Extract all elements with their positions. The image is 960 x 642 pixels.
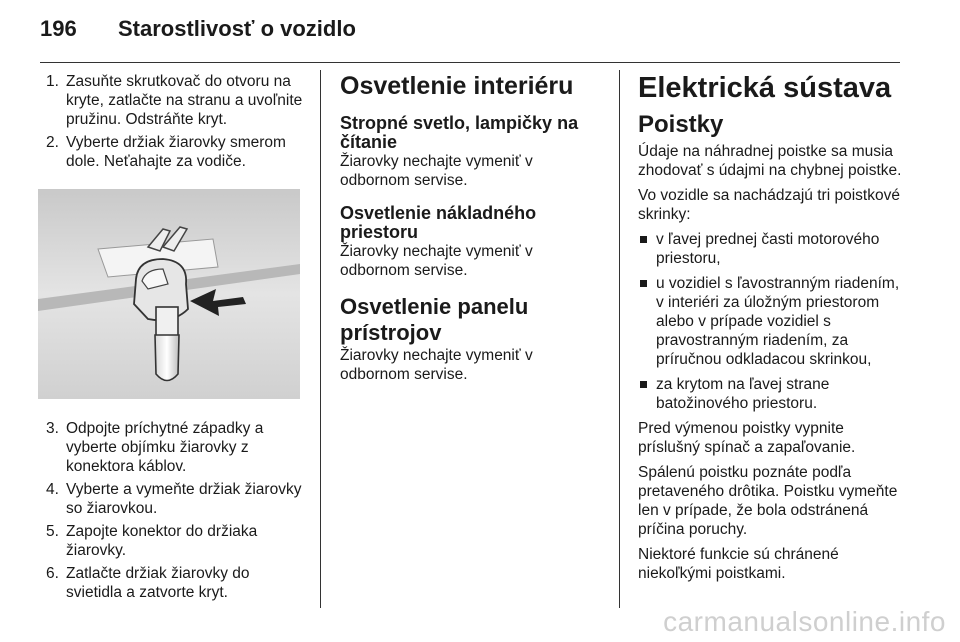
page-header [40,16,900,46]
page-title: Starostlivosť o vozidlo [118,16,356,41]
subsection-title: Stropné svetlo, lampičky na čítanie [340,113,579,152]
list-item: 1. Zasuňte skrutkovač do otvoru na kryte, zatlačte na stranu a uvoľnite pružinu. Odstráňte kryt. [46,73,303,128]
section-heading: Poistky [638,111,724,138]
list-item: za krytom na ľavej strane batožinového priestoru. [638,375,906,413]
page-number: 196 [40,16,77,41]
subsection-title: Osvetlenie panelu prístrojov [340,294,529,345]
paragraph: Údaje na náhradnej poistke sa musia zhodovať s údajmi na chybnej poistke. [638,143,902,179]
list-item: v ľavej prednej časti motorového priestoru, [638,230,906,268]
paragraph: Spálenú poistku poznáte podľa pretaveného drôtika. Poistku vymeňte len v prípade, že bola odstránená príčina poruchy. [638,464,898,538]
steps-list-a [40,72,308,171]
fuse-box-list [638,230,906,413]
paragraph: Vo vozidle sa nachádzajú tri poistkové skrinky: [638,187,900,223]
list-item: u vozidiel s ľavostranným riadením, v interiéri za úložným priestorom alebo v prípade vozidiel s pravostranným riadením, za príručnou odkladacou skrinkou, [638,274,906,369]
section-heading: Osvetlenie interiéru [340,72,574,100]
bulb-holder-illustration [38,189,300,399]
column-divider-2 [619,70,620,608]
column-divider-1 [320,70,321,608]
list-item: 3. Odpojte príchytné západky a vyberte objímku žiarovky z konektora káblov. [46,420,264,475]
list-item: 4. Vyberte a vymeňte držiak žiarovky so žiarovkou. [46,481,302,517]
paragraph: Žiarovky nechajte vymeniť v odbornom servise. [340,243,533,279]
column-3 [638,72,906,589]
paragraph: Niektoré funkcie sú chránené niekoľkými poistkami. [638,546,839,582]
subsection-title: Osvetlenie nákladného priestoru [340,203,537,242]
list-item: 2. Vyberte držiak žiarovky smerom dole. Neťahajte za vodiče. [46,134,286,170]
column-1 [40,72,308,606]
watermark: carmanualsonline.info [663,606,946,637]
list-item: 6. Zatlačte držiak žiarovky do svietidla a zatvorte kryt. [46,565,250,601]
steps-list-b [40,419,308,602]
column-2 [340,72,602,398]
paragraph: Pred výmenou poistky vypnite príslušný spínač a zapaľovanie. [638,420,856,456]
list-item: 5. Zapojte konektor do držiaka žiarovky. [46,523,258,559]
paragraph: Žiarovky nechajte vymeniť v odbornom servise. [340,153,533,189]
paragraph: Žiarovky nechajte vymeniť v odbornom servise. [340,347,533,383]
header-divider [40,62,900,63]
chapter-heading: Elektrická sústava [638,72,892,104]
